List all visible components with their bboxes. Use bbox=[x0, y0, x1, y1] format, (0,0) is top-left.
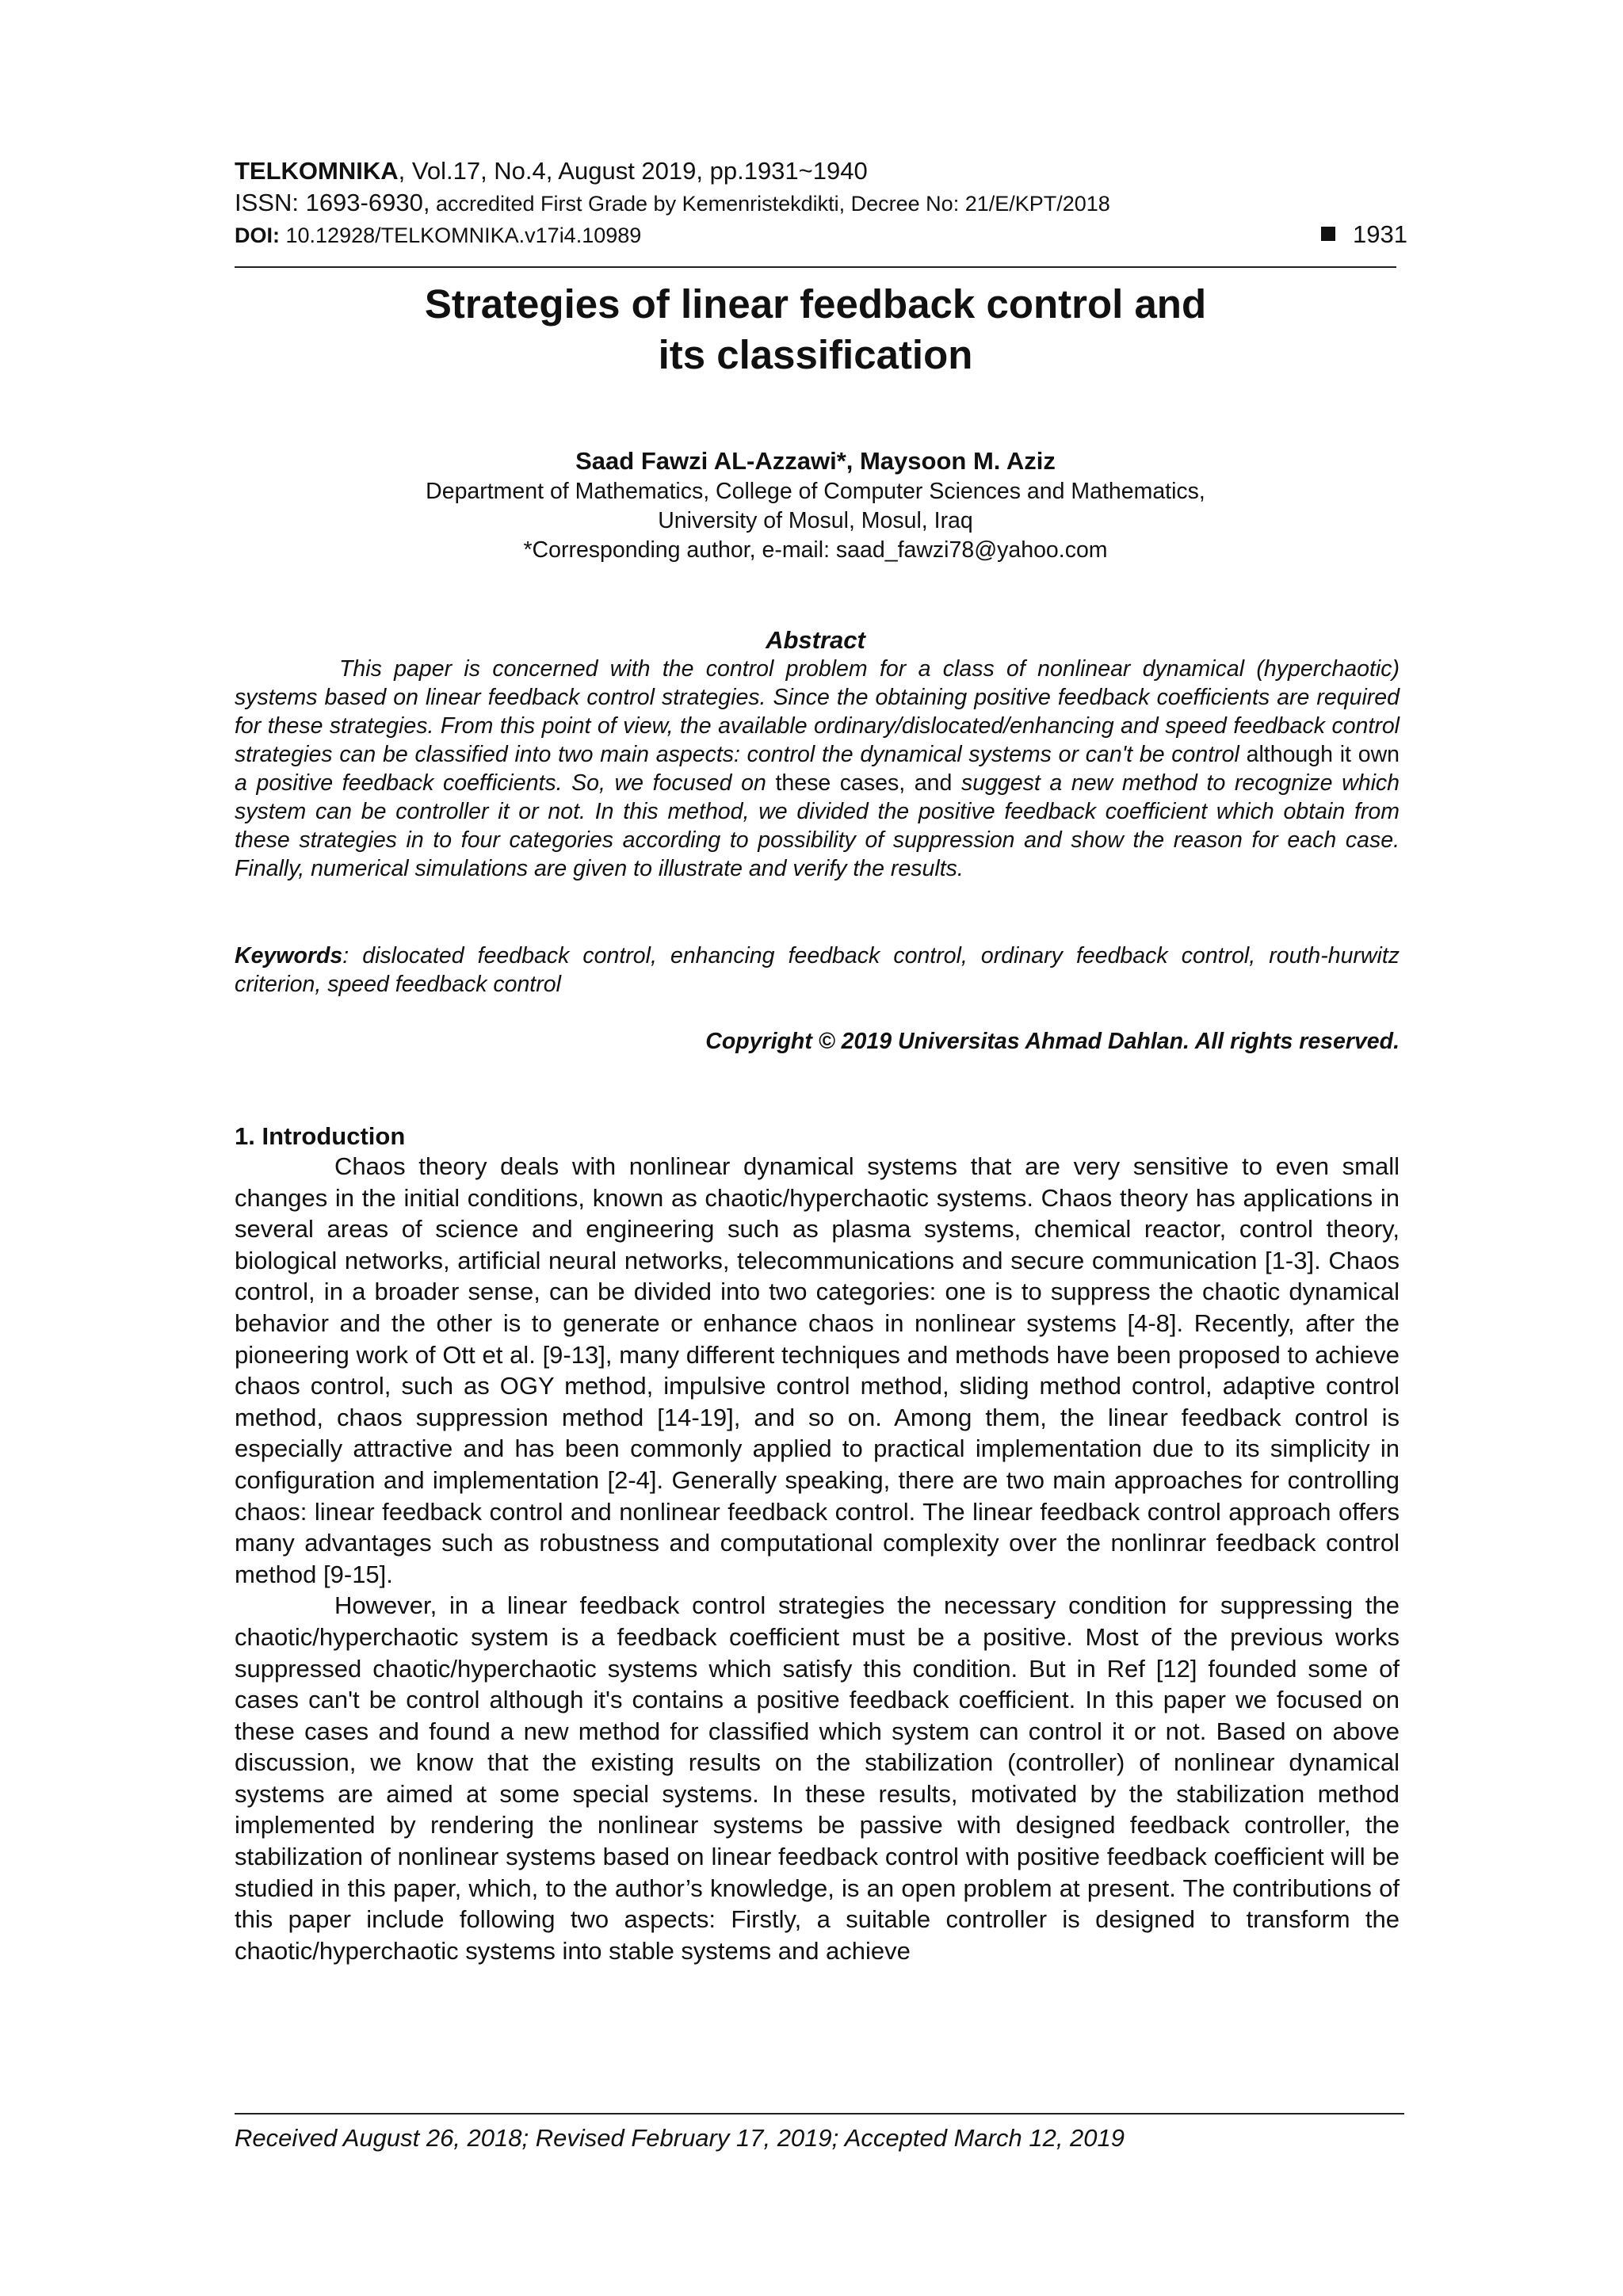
intro-paragraph-2: However, in a linear feedback control strategies the necessary condition for suppressing the chaotic/hyperchaotic system is a feedback coefficient must be a positive. Most of the previous works suppressed chaotic/hyperchaotic systems which satisfy this condition. But in Ref [12] founded some of cases can't be control although it's contains a positive feedback coefficient. In this paper we focused on these cases and found a new method for classified which system can control it or not. Based on above discussion, we know that the existing results on the stabilization (controller) of nonlinear dynamical systems are aimed at some special systems. In these results, motivated by the stabilization method implemented by rendering the nonlinear systems be passive with designed feedback controller, the stabilization of nonlinear systems based on linear feedback control with positive feedback coefficient will be studied in this paper, which, to the author’s knowledge, is an open problem at present. The contributions of this paper include following two aspects: Firstly, a suitable controller is designed to transform the chaotic/hyperchaotic systems into stable systems and achieve bbox=[235, 1591, 1400, 1965]
title-line-2: its classification bbox=[658, 332, 973, 377]
doi-label: DOI: bbox=[235, 223, 280, 247]
affiliation bbox=[235, 477, 1396, 565]
keywords-text: : dislocated feedback control, enhancing feedback control, ordinary feedback control, routh-hurwitz criterion, speed feedback control bbox=[235, 943, 1400, 997]
abstract-text-1: This paper is concerned with the control problem for a class of nonlinear dynamical (hyperchaotic) systems based on linear feedback control strategies. Since the obtaining positive feedback coefficients are required for these strategies. From this point of view, the available ordinary/dislocated/enhancing and speed feedback control strategies can be classified into two main aspects: control the dynamical systems or can't be control bbox=[235, 656, 1400, 767]
journal-header bbox=[235, 155, 1407, 187]
authors: Saad Fawzi AL-Azzawi*, Maysoon M. Aziz bbox=[575, 447, 1056, 475]
square-bullet-icon bbox=[1321, 227, 1335, 241]
issn: ISSN: 1693-6930, bbox=[235, 189, 430, 216]
abstract-text-2: although it own bbox=[1239, 742, 1400, 767]
footer-divider bbox=[235, 2113, 1404, 2115]
affiliation-line-2: University of Mosul, Mosul, Iraq bbox=[658, 508, 973, 533]
abstract-body bbox=[235, 655, 1400, 883]
abstract-heading: Abstract bbox=[766, 626, 865, 654]
doi-line bbox=[235, 219, 1407, 251]
copyright: Copyright © 2019 Universitas Ahmad Dahlan. All rights reserved. bbox=[705, 1029, 1400, 1054]
abstract-text-4: these cases, and bbox=[766, 770, 961, 796]
section-heading-introduction: 1. Introduction bbox=[235, 1122, 406, 1150]
affiliation-line-1: Department of Mathematics, College of Computer Sciences and Mathematics, bbox=[426, 479, 1205, 504]
abstract-text-5: suggest a new method to recognize which system can be controller it or not. In this method, we divided the positive feedback coefficient which obtain from these strategies in to four categories according to possibility of suppression and show the reason for each case. Finally, numerical simulations are given to illustrate and verify the results. bbox=[235, 770, 1400, 881]
paper-title bbox=[235, 279, 1396, 380]
page-number bbox=[1321, 219, 1407, 250]
intro-paragraph-1: Chaos theory deals with nonlinear dynamical systems that are very sensitive to even small changes in the initial conditions, known as chaotic/hyperchaotic systems. Chaos theory has applications in several areas of science and engineering such as plasma systems, chemical reactor, control theory, biological networks, artificial neural networks, telecommunications and secure communication [1-3]. Chaos control, in a broader sense, can be divided into two categories: one is to suppress the chaotic dynamical behavior and the other is to generate or enhance chaos in nonlinear systems [4-8]. Recently, after the pioneering work of Ott et al. [9-13], many different techniques and methods have been proposed to achieve chaos control, such as OGY method, impulsive control method, sliding method control, adaptive control method, chaos suppression method [14-19], and so on. Among them, the linear feedback control is especially attractive and has been commonly applied to practical implementation due to its simplicity in configuration and implementation [2-4]. Generally speaking, there are two main approaches for controlling chaos: linear feedback control and nonlinear feedback control. The linear feedback control approach offers many advantages such as robustness and computational complexity over the nonlinrar feedback control method [9-15]. bbox=[235, 1152, 1400, 1588]
volume-info: , Vol.17, No.4, August 2019, pp.1931~1940 bbox=[398, 157, 868, 185]
doi: 10.12928/TELKOMNIKA.v17i4.10989 bbox=[280, 223, 642, 247]
title-line-1: Strategies of linear feedback control and bbox=[424, 281, 1207, 327]
abstract-text-3: a positive feedback coefficients. So, we focused on bbox=[235, 770, 766, 796]
keywords bbox=[235, 942, 1400, 999]
journal-name: TELKOMNIKA bbox=[235, 157, 399, 185]
issn-line bbox=[235, 187, 1407, 220]
received-dates: Received August 26, 2018; Revised February 17, 2019; Accepted March 12, 2019 bbox=[235, 2124, 1125, 2152]
page-number-value: 1931 bbox=[1353, 220, 1407, 248]
introduction-body bbox=[235, 1151, 1400, 1966]
corresponding-author: *Corresponding author, e-mail: saad_fawzi78@yahoo.com bbox=[523, 537, 1108, 563]
header-divider bbox=[235, 266, 1396, 268]
accreditation: accredited First Grade by Kemenristekdikti, Decree No: 21/E/KPT/2018 bbox=[430, 192, 1110, 216]
keywords-label: Keywords bbox=[235, 943, 343, 968]
